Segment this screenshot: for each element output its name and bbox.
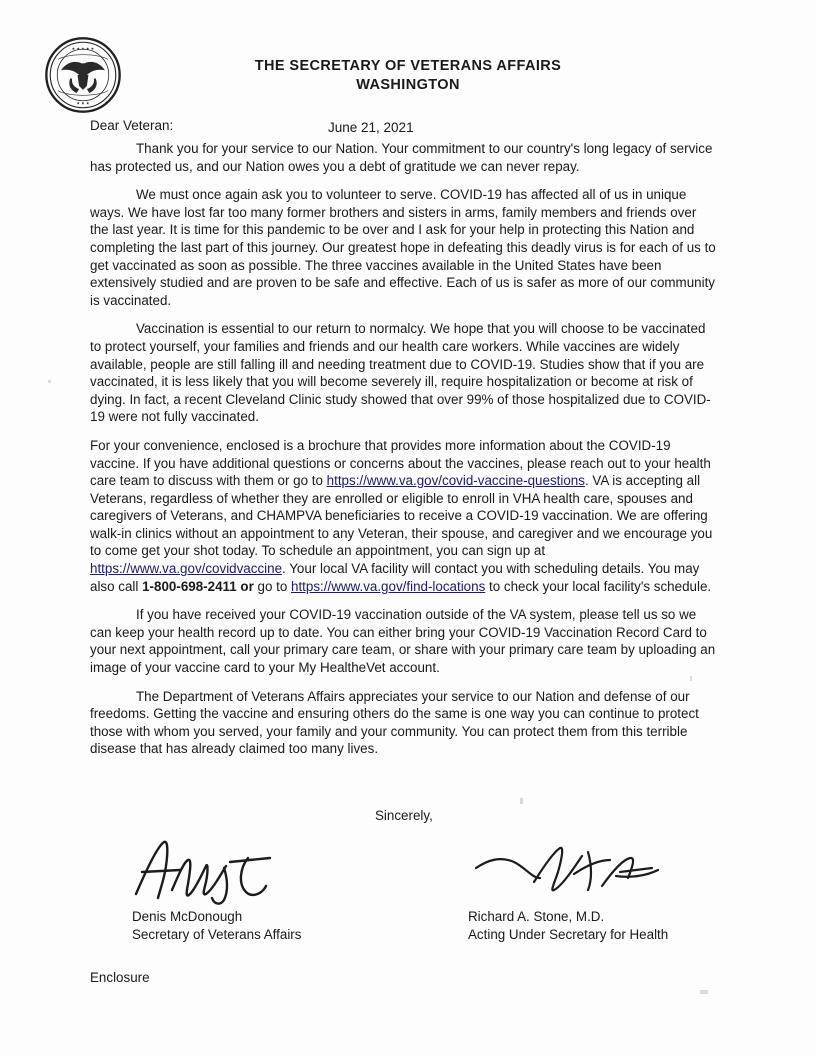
signature-richard-stone-icon [470,838,700,902]
letterhead-line-2: WASHINGTON [356,77,460,93]
phone-number: 1-800-698-2411 or [142,578,254,594]
paragraph-3: Vaccination is essential to our return to normalcy. We hope that you will choose to be vaccinated to protect yourself, your families and friends and our health care workers. While vaccines are widely available, people are still falling ill and needing treatment due to COVID-19. Studies show that if you are vaccinated, it is less likely that you will become severely ill, require hospitalization or become at risk of dying. In fact, a recent Cleveland Clinic study showed that over 99% of those hospitalized due to COVID-19 were not fully vaccinated. [90,321,711,425]
paragraph-6: The Department of Veterans Affairs appreciates your service to our Nation and defense of our freedoms. Getting the vaccine and ensuring others do the same is one way you can continue to protect those with whom you served, your family and your community. You can protect them from this terrible disease that has already claimed too many lives. [90,688,699,757]
salutation-row [90,118,718,140]
paragraph-4-text-1: For your convenience, enclosed is a brochure that provides more information about the COVID-19 vaccine. If you have additional questions or concerns about the vaccines, please reach out to your health care team to discuss with them or go to [90,437,711,489]
link-covidvaccine[interactable]: https://www.va.gov/covidvaccine [90,561,283,577]
signer-left [132,908,301,943]
paragraph-5: If you have received your COVID-19 vaccination outside of the VA system, please tell us so we can keep your health record up to date. You can either bring your COVID-19 Vaccination Record Card to your next appointment, call your primary care team, or share with your primary care team by uploading an image of your vaccine card to your My HealtheVet account. [90,607,716,676]
scan-speck [700,990,708,994]
paragraph-4-text-5: to check your local facility's schedule. [485,578,712,594]
paragraph-4-text-4: go to [253,578,292,594]
signer-right-title: Acting Under Secretary for Health [468,926,669,942]
signer-left-name: Denis McDonough [132,909,243,924]
paragraph-4 [90,437,718,595]
letter-date: June 21, 2021 [328,120,414,135]
paragraph-4-text-3: . Your local VA facility will contact you with scheduling details. You may also call [90,561,700,594]
signer-left-title: Secretary of Veterans Affairs [132,926,302,942]
signer-right [468,908,668,943]
svg-text:★ ★ ★: ★ ★ ★ [76,100,90,106]
scan-speck [690,676,692,681]
enclosure-note: Enclosure [90,970,150,985]
paragraph-2: We must once again ask you to volunteer to serve. COVID-19 has affected all of us in unique ways. We have lost far too many former brothers and sisters in arms, family members and friends over the last year. It is time for this pandemic to be over and I ask for your help in protecting this Nation and completing the last part of this journey. Our greatest hope in defeating this deadly virus is for each of us to get vaccinated as soon as possible. The three vaccines available in the United States have been extensively studied and are proven to be safe and effective. Each of us is safer as more of our community is vaccinated. [90,187,716,308]
letterhead-line-1: THE SECRETARY OF VETERANS AFFAIRS [254,58,562,74]
scan-speck [48,380,51,383]
link-covid-vaccine-questions[interactable]: https://www.va.gov/covid-vaccine-questions [326,473,585,489]
letter-body [90,118,718,985]
paragraph-1: Thank you for your service to our Nation. Your commitment to our country's long legacy of service has protected us, and our Nation owes you a debt of gratitude we can never repay. [90,141,713,174]
salutation: Dear Veteran: [90,118,174,133]
closing-sincerely: Sincerely, [375,808,433,823]
signer-right-name: Richard A. Stone, M.D. [468,909,605,924]
svg-text:★ ★ ★ ★ ★: ★ ★ ★ ★ ★ [71,46,95,52]
letterhead [0,58,816,93]
signature-denis-mcdonough-icon [128,832,368,906]
scan-speck [520,798,523,804]
paragraph-4-text-2: . VA is accepting all Veterans, regardless of whether they are enrolled or eligible to enroll in VHA health care, spouses and caregivers of Veterans, and CHAMPVA beneficiaries to receive a COVID-19 vaccination. We are offering walk-in clinics without an appointment to any Veteran, their spouse, and caregiver and we encourage you to come get your shot today. To schedule an appointment, you can sign up at [90,473,713,559]
link-find-locations[interactable]: https://www.va.gov/find-locations [291,578,486,594]
